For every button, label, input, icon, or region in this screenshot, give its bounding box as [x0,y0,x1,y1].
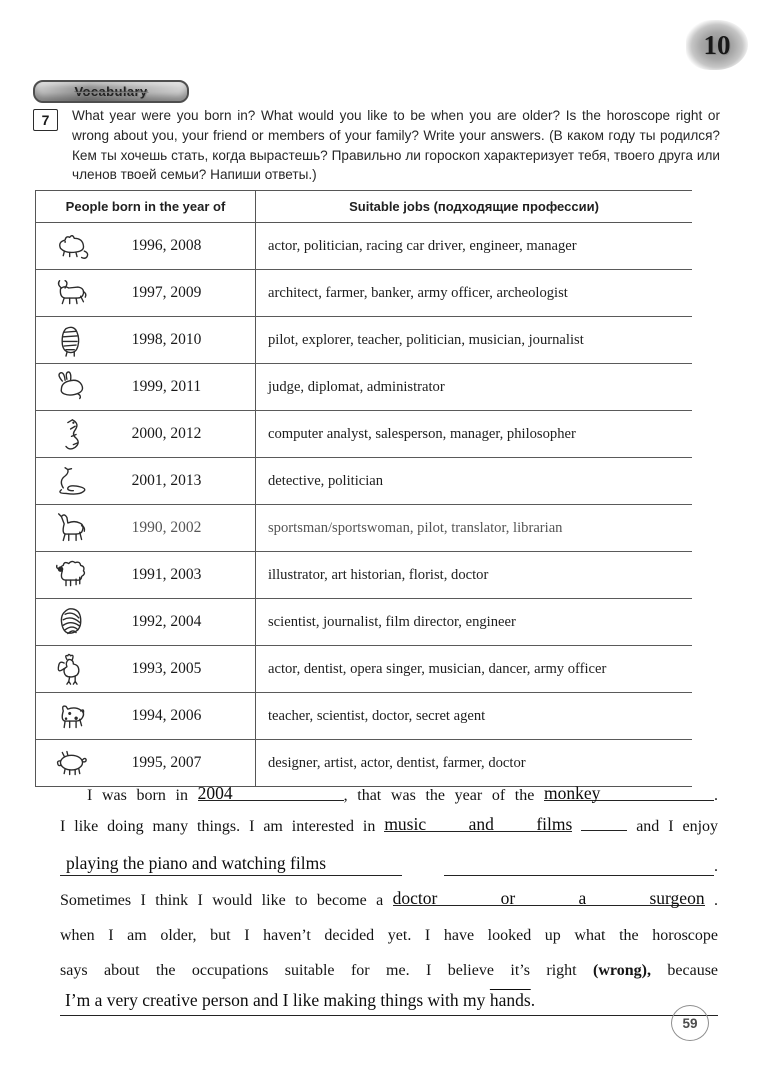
table-row [36,270,692,317]
table-row [36,693,692,740]
answer-blank-empty [444,855,714,876]
handwritten-year: 2004 [197,783,233,803]
jobs-cell: detective, politician [268,472,384,489]
ox-icon [48,277,94,310]
page-number: 59 [682,1015,698,1031]
unit-number: 10 [703,29,731,60]
sentence-line [60,956,718,985]
jobs-cell: illustrator, art historian, florist, doctor [268,566,489,583]
answer-blank-year [198,780,344,801]
table-header-row [36,191,692,223]
instructions-russian: (В каком году ты родился? Кем ты хочешь стать, когда вырастешь? Правильно ли гороскоп характеризует тебя, твоего друга или членов твоей семьи? Напиши ответы.) [72,127,720,183]
year-range: 1999, 2011 [131,378,202,395]
answer-blank-reason [60,988,718,1016]
table-row [36,364,692,411]
table-row [36,646,692,693]
table-row [36,411,692,458]
year-range: 1992, 2004 [131,613,202,630]
handwritten-animal: monkey [544,783,601,803]
exercise-header [33,106,720,185]
jobs-cell: computer analyst, salesperson, manager, philosopher [268,425,576,442]
year-range: 1990, 2002 [131,519,202,536]
column-header-jobs: Suitable jobs (подходящие профессии) [349,199,599,214]
answer-blank-empty [581,810,627,831]
instructions-english: What year were you born in? What would you like to be when you are older? Is the horoscope right or wrong about you, your friend or members of your family? Write your answers. [72,108,720,143]
years-cell [36,223,256,269]
rat-icon [48,230,94,263]
printed-text: and I enjoy [636,818,719,835]
handwritten-reason-corrected: hands [489,990,531,1010]
years-cell [36,411,256,457]
printed-text: . [714,858,718,875]
table-row [36,458,692,505]
year-range: 1998, 2010 [131,331,202,348]
handwritten-occupation: doctor or a surgeon [392,888,705,908]
years-cell [36,317,256,363]
printed-text: I like doing many things. I am interested in [60,818,376,835]
exercise-number-box [33,109,58,131]
year-range: 1991, 2003 [131,566,202,583]
rooster-icon [48,653,94,686]
handwritten-enjoy: playing the piano and watching films [66,853,327,873]
year-range: 1994, 2006 [131,707,202,724]
sentence-line [60,810,718,841]
years-cell [36,364,256,410]
handwritten-reason: I’m a very creative person and I like making things with my [65,990,486,1010]
horse-icon [48,512,94,545]
years-cell [36,505,256,551]
year-range: 1997, 2009 [131,284,202,301]
column-header-years: People born in the year of [36,191,256,222]
exercise-number: 7 [41,112,50,128]
vocabulary-label: Vocabulary [74,84,148,99]
year-range: 1996, 2008 [131,237,202,254]
table-row [36,223,692,270]
years-cell [36,693,256,739]
table-row [36,317,692,364]
zodiac-jobs-table [35,190,692,787]
answer-blank-interests [384,811,572,832]
table-row [36,599,692,646]
table-row [36,505,692,552]
sentence-line [60,846,718,876]
vocabulary-section-tab [33,80,189,103]
jobs-cell: scientist, journalist, film director, engineer [268,613,516,630]
printed-text: , that was the year of the [343,787,535,804]
page-number-circle [671,1005,709,1041]
jobs-cell: architect, farmer, banker, army officer, archeologist [268,284,568,301]
printed-text: Sometimes I think I would like to become a [60,892,384,909]
handwritten-reason-period: . [530,990,536,1010]
table-row [36,552,692,599]
printed-text: . [714,787,719,804]
year-range: 1995, 2007 [131,754,202,771]
years-cell [36,646,256,692]
years-cell [36,270,256,316]
handwritten-interests: music and films [384,814,573,834]
printed-text-bold: (wrong), [593,962,651,979]
jobs-cell: actor, dentist, opera singer, musician, dancer, army officer [268,660,607,677]
fill-in-answers [60,780,718,1016]
jobs-cell: teacher, scientist, doctor, secret agent [268,707,486,724]
jobs-cell: actor, politician, racing car driver, engineer, manager [268,237,577,254]
printed-text: I was born in [87,787,188,804]
year-range: 1993, 2005 [131,660,202,677]
answer-blank-occupation [393,885,705,906]
dog-icon [48,700,94,733]
years-cell [36,458,256,504]
printed-text: because [667,962,719,979]
year-range: 2001, 2013 [131,472,202,489]
jobs-cell: judge, diplomat, administrator [268,378,445,395]
jobs-cell: pilot, explorer, teacher, politician, musician, journalist [268,331,584,348]
exercise-instructions [72,106,720,185]
pig-icon [48,747,94,780]
answer-blank-enjoy [60,854,402,876]
sentence-line [60,921,718,950]
printed-text: says about the occupations suitable for me. I believe it’s right [60,962,577,979]
sentence-line [60,885,718,915]
printed-text: when I am older, but I haven’t decided yet. I have looked up what the horoscope [60,927,718,944]
unit-number-stamp [686,20,748,70]
year-range: 2000, 2012 [131,425,202,442]
rabbit-icon [48,371,94,404]
sentence-line [60,780,718,810]
tiger-icon [48,324,94,357]
years-cell [36,599,256,645]
snake-icon [48,465,94,498]
monkey-icon [48,606,94,639]
sheep-icon [48,559,94,592]
jobs-cell: designer, artist, actor, dentist, farmer, doctor [268,754,526,771]
jobs-cell: sportsman/sportswoman, pilot, translator, librarian [268,519,563,536]
dragon-icon [48,418,94,451]
years-cell [36,552,256,598]
answer-blank-animal [544,780,714,801]
printed-text: . [714,892,718,909]
